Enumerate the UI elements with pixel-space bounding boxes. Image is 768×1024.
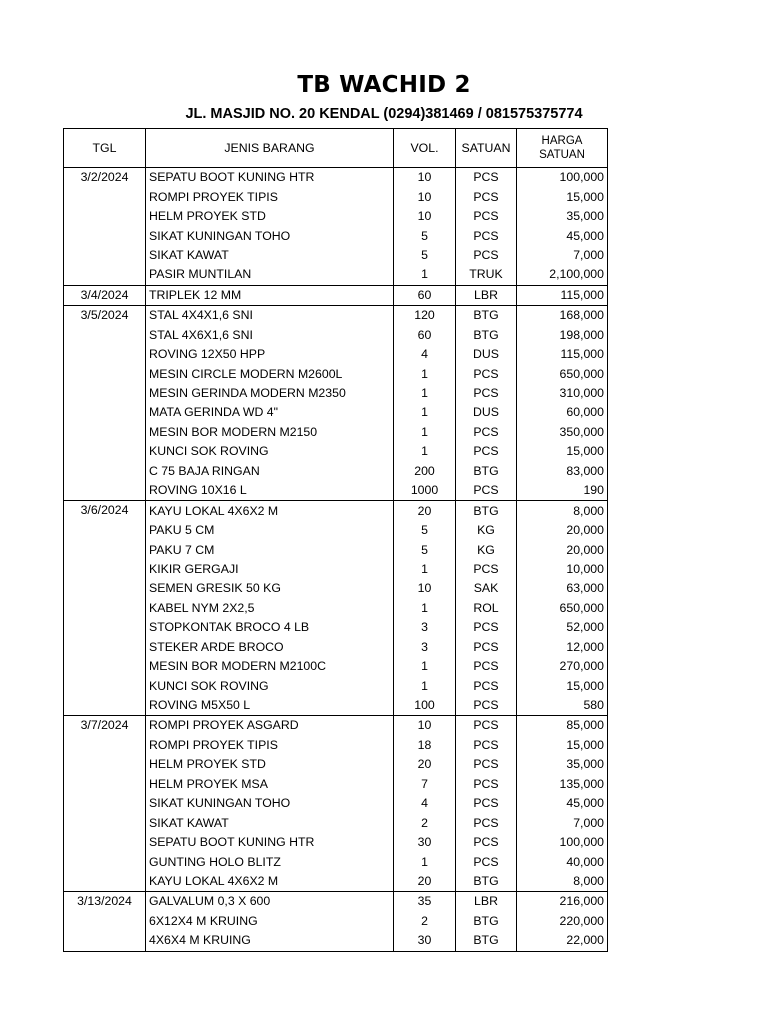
row-item-name: SEPATU BOOT KUNING HTR <box>146 833 394 852</box>
col-header-vol: VOL. <box>394 129 456 168</box>
table-row <box>64 657 608 676</box>
row-item-name: KUNCI SOK ROVING <box>146 676 394 695</box>
row-item-name: PAKU 5 CM <box>146 521 394 540</box>
table-row <box>64 618 608 637</box>
row-unit-price: 650,000 <box>517 364 608 383</box>
row-unit-price: 350,000 <box>517 423 608 442</box>
row-unit: PCS <box>456 852 517 871</box>
row-unit: PCS <box>456 442 517 461</box>
row-unit-price: 35,000 <box>517 755 608 774</box>
row-unit-price: 8,000 <box>517 501 608 521</box>
row-volume: 200 <box>394 462 456 481</box>
row-volume: 2 <box>394 912 456 931</box>
row-date <box>64 462 146 481</box>
row-date <box>64 676 146 695</box>
row-volume: 30 <box>394 833 456 852</box>
table-row <box>64 813 608 832</box>
row-unit: DUS <box>456 345 517 364</box>
row-date <box>64 852 146 871</box>
harga-label-line1: HARGA <box>541 135 583 147</box>
row-date <box>64 560 146 579</box>
row-unit: BTG <box>456 931 517 951</box>
table-header-row <box>64 129 608 168</box>
table-row <box>64 442 608 461</box>
table-row <box>64 403 608 422</box>
row-date <box>64 579 146 598</box>
row-unit-price: 15,000 <box>517 676 608 695</box>
row-volume: 1 <box>394 265 456 285</box>
row-unit-price: 2,100,000 <box>517 265 608 285</box>
table-row <box>64 246 608 265</box>
row-volume: 30 <box>394 931 456 951</box>
table-row <box>64 345 608 364</box>
row-date <box>64 265 146 285</box>
store-title: TB WACHID 2 <box>297 72 471 98</box>
row-unit: PCS <box>456 226 517 245</box>
row-item-name: ROVING 12X50 HPP <box>146 345 394 364</box>
row-item-name: GALVALUM 0,3 X 600 <box>146 892 394 912</box>
row-unit-price: 580 <box>517 696 608 716</box>
row-volume: 4 <box>394 345 456 364</box>
row-volume: 7 <box>394 775 456 794</box>
row-unit: BTG <box>456 306 517 326</box>
row-unit-price: 7,000 <box>517 813 608 832</box>
row-volume: 10 <box>394 207 456 226</box>
row-unit-price: 45,000 <box>517 226 608 245</box>
table-row <box>64 696 608 716</box>
row-item-name: KIKIR GERGAJI <box>146 560 394 579</box>
row-date <box>64 226 146 245</box>
row-item-name: ROVING M5X50 L <box>146 696 394 716</box>
row-date <box>64 931 146 951</box>
row-unit-price: 10,000 <box>517 560 608 579</box>
row-unit: PCS <box>456 168 517 188</box>
row-unit: ROL <box>456 599 517 618</box>
row-item-name: STOPKONTAK BROCO 4 LB <box>146 618 394 637</box>
row-volume: 100 <box>394 696 456 716</box>
row-volume: 20 <box>394 501 456 521</box>
col-header-tgl: TGL <box>64 129 146 168</box>
row-item-name: KAYU LOKAL 4X6X2 M <box>146 501 394 521</box>
row-item-name: TRIPLEK 12 MM <box>146 285 394 305</box>
table-row <box>64 187 608 206</box>
table-row <box>64 676 608 695</box>
row-volume: 10 <box>394 187 456 206</box>
row-item-name: 4X6X4 M KRUING <box>146 931 394 951</box>
row-volume: 5 <box>394 246 456 265</box>
row-item-name: MESIN BOR MODERN M2100C <box>146 657 394 676</box>
table-row <box>64 384 608 403</box>
purchase-table <box>63 128 608 952</box>
row-date <box>64 696 146 716</box>
row-volume: 20 <box>394 872 456 892</box>
row-item-name: STEKER ARDE BROCO <box>146 638 394 657</box>
table-row <box>64 481 608 501</box>
harga-label-line2: SATUAN <box>539 149 585 161</box>
row-unit-price: 85,000 <box>517 716 608 736</box>
row-date: 3/13/2024 <box>64 892 146 912</box>
row-date <box>64 403 146 422</box>
row-unit-price: 83,000 <box>517 462 608 481</box>
row-unit-price: 135,000 <box>517 775 608 794</box>
row-date <box>64 384 146 403</box>
col-header-harga-satuan <box>517 129 608 168</box>
row-unit-price: 220,000 <box>517 912 608 931</box>
row-date <box>64 736 146 755</box>
row-item-name: SEMEN GRESIK 50 KG <box>146 579 394 598</box>
row-volume: 10 <box>394 168 456 188</box>
row-unit: PCS <box>456 207 517 226</box>
row-unit-price: 15,000 <box>517 442 608 461</box>
table-row <box>64 265 608 285</box>
row-unit-price: 63,000 <box>517 579 608 598</box>
row-volume: 20 <box>394 755 456 774</box>
row-item-name: ROMPI PROYEK ASGARD <box>146 716 394 736</box>
row-unit-price: 168,000 <box>517 306 608 326</box>
row-date <box>64 326 146 345</box>
row-volume: 5 <box>394 521 456 540</box>
row-item-name: KABEL NYM 2X2,5 <box>146 599 394 618</box>
row-item-name: PASIR MUNTILAN <box>146 265 394 285</box>
row-volume: 60 <box>394 285 456 305</box>
row-item-name: HELM PROYEK MSA <box>146 775 394 794</box>
row-unit-price: 216,000 <box>517 892 608 912</box>
row-unit-price: 22,000 <box>517 931 608 951</box>
row-unit-price: 115,000 <box>517 345 608 364</box>
row-unit-price: 198,000 <box>517 326 608 345</box>
row-volume: 2 <box>394 813 456 832</box>
row-item-name: SIKAT KUNINGAN TOHO <box>146 226 394 245</box>
row-date: 3/6/2024 <box>64 501 146 521</box>
row-date <box>64 638 146 657</box>
row-unit: PCS <box>456 618 517 637</box>
row-unit: BTG <box>456 501 517 521</box>
row-item-name: ROMPI PROYEK TIPIS <box>146 736 394 755</box>
row-volume: 120 <box>394 306 456 326</box>
row-unit-price: 100,000 <box>517 168 608 188</box>
row-unit: PCS <box>456 423 517 442</box>
table-row <box>64 364 608 383</box>
row-volume: 1 <box>394 403 456 422</box>
row-unit: BTG <box>456 462 517 481</box>
table-row <box>64 423 608 442</box>
row-date: 3/7/2024 <box>64 716 146 736</box>
table-row <box>64 521 608 540</box>
row-date <box>64 794 146 813</box>
row-unit: PCS <box>456 833 517 852</box>
row-unit: PCS <box>456 638 517 657</box>
row-date <box>64 246 146 265</box>
table-body <box>64 168 608 952</box>
row-volume: 5 <box>394 540 456 559</box>
row-unit-price: 20,000 <box>517 521 608 540</box>
row-unit: PCS <box>456 246 517 265</box>
table-row <box>64 462 608 481</box>
row-unit: PCS <box>456 736 517 755</box>
row-unit-price: 60,000 <box>517 403 608 422</box>
row-unit-price: 12,000 <box>517 638 608 657</box>
row-date <box>64 207 146 226</box>
row-volume: 1 <box>394 560 456 579</box>
row-date <box>64 481 146 501</box>
table-row <box>64 931 608 951</box>
table-row <box>64 326 608 345</box>
row-unit: BTG <box>456 912 517 931</box>
row-item-name: KUNCI SOK ROVING <box>146 442 394 461</box>
row-unit: KG <box>456 521 517 540</box>
row-volume: 1 <box>394 423 456 442</box>
row-volume: 10 <box>394 579 456 598</box>
table-row <box>64 226 608 245</box>
table-row <box>64 775 608 794</box>
row-item-name: STAL 4X4X1,6 SNI <box>146 306 394 326</box>
table-row <box>64 716 608 736</box>
row-unit-price: 650,000 <box>517 599 608 618</box>
table-row <box>64 852 608 871</box>
row-unit-price: 52,000 <box>517 618 608 637</box>
table-row <box>64 638 608 657</box>
row-unit: PCS <box>456 676 517 695</box>
row-date <box>64 775 146 794</box>
row-unit-price: 15,000 <box>517 736 608 755</box>
row-unit-price: 100,000 <box>517 833 608 852</box>
row-unit: PCS <box>456 560 517 579</box>
table-row <box>64 560 608 579</box>
row-unit-price: 40,000 <box>517 852 608 871</box>
row-volume: 1 <box>394 852 456 871</box>
table-row <box>64 794 608 813</box>
row-item-name: HELM PROYEK STD <box>146 755 394 774</box>
table-row <box>64 736 608 755</box>
row-item-name: SEPATU BOOT KUNING HTR <box>146 168 394 188</box>
table-row <box>64 285 608 305</box>
row-date <box>64 833 146 852</box>
table-row <box>64 168 608 188</box>
row-item-name: MESIN BOR MODERN M2150 <box>146 423 394 442</box>
table-row <box>64 912 608 931</box>
row-unit: PCS <box>456 384 517 403</box>
row-item-name: ROMPI PROYEK TIPIS <box>146 187 394 206</box>
table-row <box>64 207 608 226</box>
row-date: 3/4/2024 <box>64 285 146 305</box>
row-unit-price: 190 <box>517 481 608 501</box>
row-unit: PCS <box>456 364 517 383</box>
row-item-name: SIKAT KUNINGAN TOHO <box>146 794 394 813</box>
row-date <box>64 364 146 383</box>
row-volume: 60 <box>394 326 456 345</box>
row-item-name: GUNTING HOLO BLITZ <box>146 852 394 871</box>
row-item-name: MESIN GERINDA MODERN M2350 <box>146 384 394 403</box>
row-date <box>64 813 146 832</box>
row-unit: DUS <box>456 403 517 422</box>
row-date <box>64 872 146 892</box>
row-volume: 10 <box>394 716 456 736</box>
row-date <box>64 618 146 637</box>
table-row <box>64 755 608 774</box>
row-volume: 1 <box>394 599 456 618</box>
row-unit: PCS <box>456 657 517 676</box>
table-row <box>64 501 608 521</box>
row-unit-price: 270,000 <box>517 657 608 676</box>
table-row <box>64 540 608 559</box>
row-unit: PCS <box>456 794 517 813</box>
row-unit-price: 115,000 <box>517 285 608 305</box>
row-unit: LBR <box>456 892 517 912</box>
table-row <box>64 833 608 852</box>
row-unit-price: 20,000 <box>517 540 608 559</box>
row-date <box>64 755 146 774</box>
table-row <box>64 872 608 892</box>
row-date <box>64 521 146 540</box>
row-unit: PCS <box>456 716 517 736</box>
row-volume: 5 <box>394 226 456 245</box>
table-row <box>64 892 608 912</box>
row-item-name: PAKU 7 CM <box>146 540 394 559</box>
row-volume: 1 <box>394 364 456 383</box>
row-volume: 3 <box>394 618 456 637</box>
row-unit: SAK <box>456 579 517 598</box>
row-unit: BTG <box>456 872 517 892</box>
row-date <box>64 345 146 364</box>
row-unit: PCS <box>456 775 517 794</box>
row-unit: PCS <box>456 696 517 716</box>
row-date <box>64 912 146 931</box>
row-item-name: 6X12X4 M KRUING <box>146 912 394 931</box>
row-volume: 1 <box>394 442 456 461</box>
row-volume: 18 <box>394 736 456 755</box>
table-row <box>64 599 608 618</box>
store-address: JL. MASJID NO. 20 KENDAL (0294)381469 / 081575375774 <box>185 106 583 122</box>
row-date <box>64 442 146 461</box>
row-unit: TRUK <box>456 265 517 285</box>
row-unit-price: 35,000 <box>517 207 608 226</box>
row-item-name: ROVING 10X16 L <box>146 481 394 501</box>
row-date: 3/2/2024 <box>64 168 146 188</box>
row-item-name: HELM PROYEK STD <box>146 207 394 226</box>
row-date <box>64 657 146 676</box>
row-item-name: STAL 4X6X1,6 SNI <box>146 326 394 345</box>
row-date: 3/5/2024 <box>64 306 146 326</box>
row-unit: BTG <box>456 326 517 345</box>
row-unit-price: 45,000 <box>517 794 608 813</box>
row-volume: 1 <box>394 676 456 695</box>
row-date <box>64 599 146 618</box>
row-volume: 1000 <box>394 481 456 501</box>
row-item-name: MESIN CIRCLE MODERN M2600L <box>146 364 394 383</box>
row-volume: 1 <box>394 657 456 676</box>
col-header-jenis-barang: JENIS BARANG <box>146 129 394 168</box>
row-item-name: C 75 BAJA RINGAN <box>146 462 394 481</box>
row-item-name: SIKAT KAWAT <box>146 813 394 832</box>
row-unit: PCS <box>456 813 517 832</box>
row-item-name: MATA GERINDA WD 4" <box>146 403 394 422</box>
row-unit-price: 7,000 <box>517 246 608 265</box>
row-unit: KG <box>456 540 517 559</box>
row-unit: LBR <box>456 285 517 305</box>
table-row <box>64 579 608 598</box>
row-date <box>64 187 146 206</box>
row-unit-price: 15,000 <box>517 187 608 206</box>
table-row <box>64 306 608 326</box>
row-unit: PCS <box>456 481 517 501</box>
row-item-name: KAYU LOKAL 4X6X2 M <box>146 872 394 892</box>
row-date <box>64 423 146 442</box>
row-item-name: SIKAT KAWAT <box>146 246 394 265</box>
row-unit-price: 310,000 <box>517 384 608 403</box>
row-unit-price: 8,000 <box>517 872 608 892</box>
row-volume: 4 <box>394 794 456 813</box>
row-date <box>64 540 146 559</box>
row-volume: 1 <box>394 384 456 403</box>
col-header-satuan: SATUAN <box>456 129 517 168</box>
row-volume: 3 <box>394 638 456 657</box>
row-unit: PCS <box>456 755 517 774</box>
row-unit: PCS <box>456 187 517 206</box>
row-volume: 35 <box>394 892 456 912</box>
